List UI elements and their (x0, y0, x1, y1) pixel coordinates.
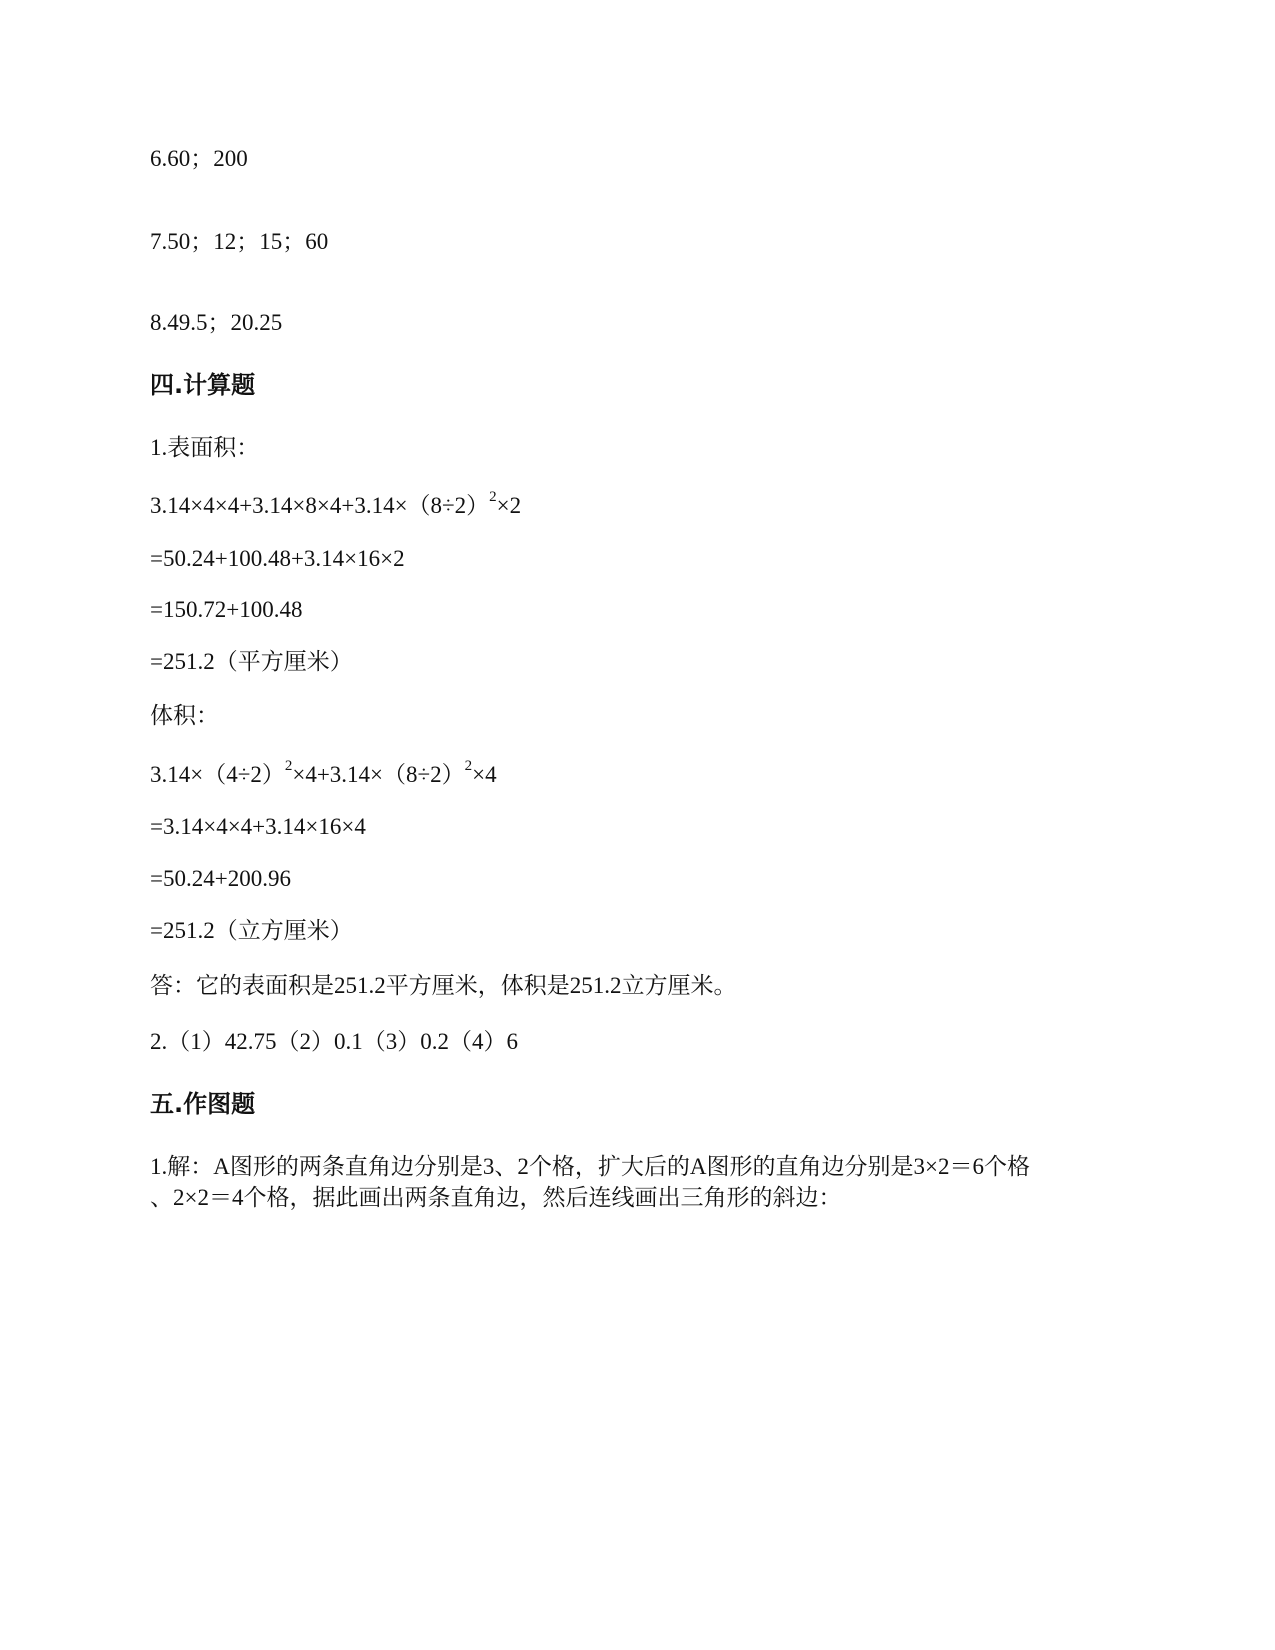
answer-8: 8.49.5；20.25 (150, 310, 283, 335)
drawing-q1-line-2: 、2×2＝4个格，据此画出两条直角边，然后连线画出三角形的斜边： (150, 1185, 842, 1210)
q1-area-step-2: =50.24+100.48+3.14×16×2 (150, 546, 405, 571)
area-step-1-part-a: 3.14×4×4+3.14×8×4+3.14×（8÷2） (150, 493, 490, 518)
q1-surface-area-label: 1.表面积： (150, 435, 260, 460)
q1-area-step-3: =150.72+100.48 (150, 597, 303, 622)
volume-step-1-part-c: ×4 (472, 762, 497, 787)
q1-answer: 答：它的表面积是251.2平方厘米，体积是251.2立方厘米。 (150, 973, 737, 998)
drawing-q1-line-1: 1.解：A图形的两条直角边分别是3、2个格，扩大后的A图形的直角边分别是3×2＝6个格 (150, 1154, 1030, 1179)
volume-step-1-part-b: ×4+3.14×（8÷2） (292, 762, 465, 787)
volume-step-1-part-a: 3.14×（4÷2） (150, 762, 285, 787)
answer-7: 7.50；12；15；60 (150, 229, 329, 254)
area-step-1-exponent: 2 (489, 489, 497, 506)
q1-area-step-1 (150, 491, 521, 521)
section-5-title: 五.作图题 (150, 1090, 256, 1118)
q1-volume-label: 体积： (150, 703, 219, 728)
q1-volume-step-3: =50.24+200.96 (150, 866, 291, 891)
q1-volume-result: =251.2（立方厘米） (150, 918, 353, 943)
q1-volume-step-2: =3.14×4×4+3.14×16×4 (150, 814, 366, 839)
q2-answer: 2.（1）42.75（2）0.1（3）0.2（4）6 (150, 1029, 518, 1054)
answer-6: 6.60；200 (150, 146, 248, 171)
volume-step-1-exponent-2: 2 (464, 758, 473, 775)
section-4-title: 四.计算题 (150, 371, 256, 399)
q1-volume-step-1 (150, 760, 497, 790)
area-step-1-part-b: ×2 (496, 493, 522, 518)
volume-step-1-exponent-1: 2 (284, 758, 293, 775)
q1-area-result: =251.2（平方厘米） (150, 649, 353, 674)
